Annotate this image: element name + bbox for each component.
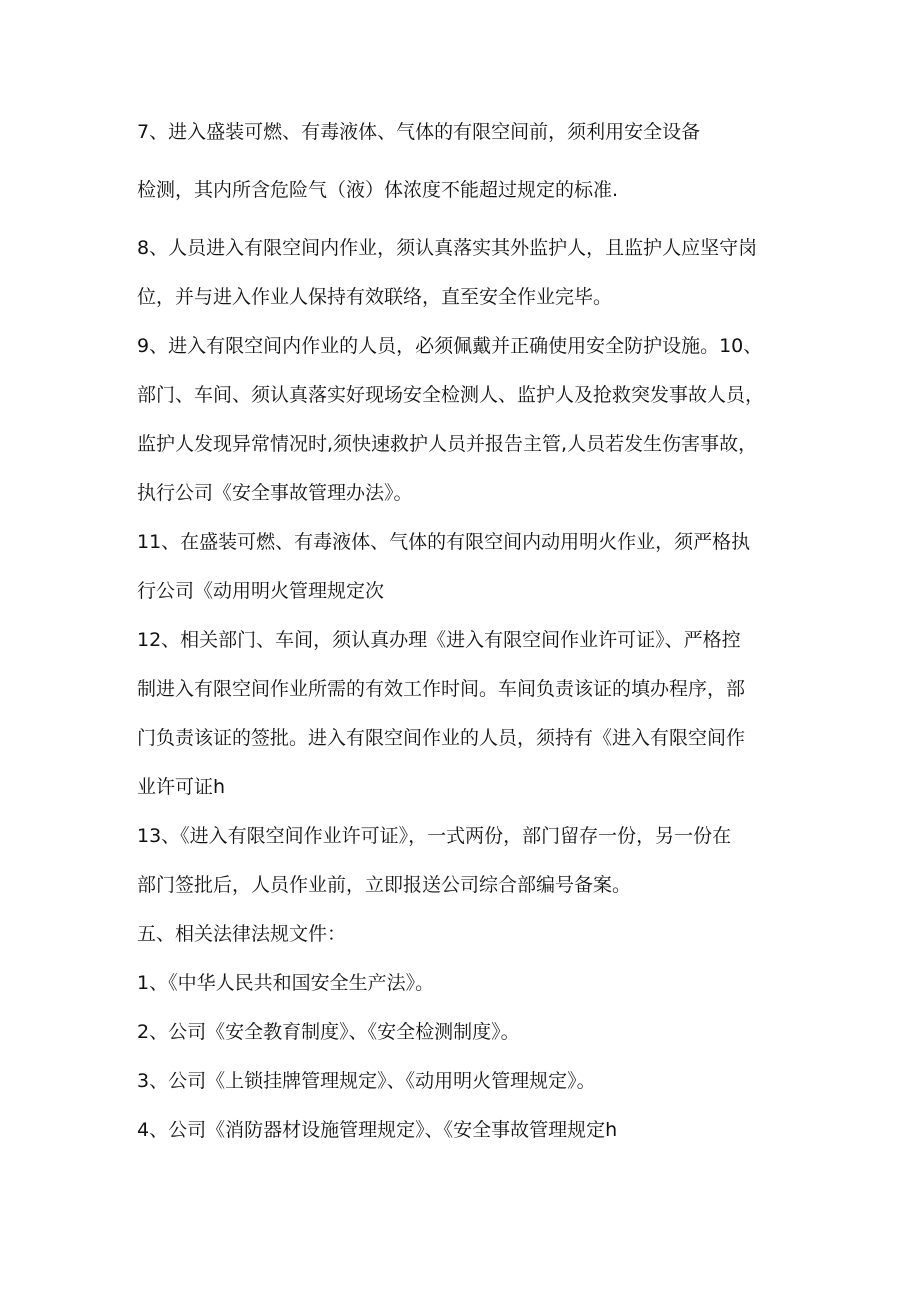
text-line: 11、在盛装可燃、有毒液体、气体的有限空间内动用明火作业，须严格执: [137, 531, 751, 553]
text-line: 行公司《动用明火管理规定次: [137, 580, 385, 602]
text-line: 4、公司《消防器材设施管理规定》、《安全事故管理规定h: [137, 1119, 618, 1141]
text-line: 3、公司《上锁挂牌管理规定》、《动用明火管理规定》。: [137, 1070, 596, 1092]
text-line: 7、进入盛装可燃、有毒液体、气体的有限空间前，须利用安全设备: [137, 121, 701, 143]
text-line: 检测，其内所含危险气（液）体浓度不能超过规定的标准.: [137, 179, 619, 201]
text-line: 13、《进入有限空间作业许可证》，一式两份，部门留存一份，另一份在: [137, 825, 732, 847]
text-line: 执行公司《安全事故管理办法》。: [137, 482, 413, 504]
text-line: 部门、车间、须认真落实好现场安全检测人、监护人及抢救突发事故人员，: [137, 384, 765, 406]
text-line: 业许可证h: [137, 776, 226, 798]
text-line: 监护人发现异常情况时,须快速救护人员并报告主管,人员若发生伤害事故，: [137, 433, 758, 455]
text-line: 12、相关部门、车间，须认真办理《进入有限空间作业许可证》、严格控: [137, 629, 741, 651]
text-line: 9、进入有限空间内作业的人员，必须佩戴并正确使用安全防护设施。10、: [137, 335, 763, 357]
text-line: 门负责该证的签批。进入有限空间作业的人员，须持有《进入有限空间作: [137, 727, 746, 749]
text-line: 2、公司《安全教育制度》、《安全检测制度》。: [137, 1021, 520, 1043]
section-heading: 五、相关法律法规文件：: [137, 923, 347, 945]
text-line: 1、《中华人民共和国安全生产法》。: [137, 972, 435, 994]
text-line: 制进入有限空间作业所需的有效工作时间。车间负责该证的填办程序，部: [137, 678, 746, 700]
text-line: 位，并与进入作业人保持有效联络，直至安全作业完毕。: [137, 286, 613, 308]
text-line: 部门签批后，人员作业前，立即报送公司综合部编号备案。: [137, 874, 632, 896]
text-line: 8、人员进入有限空间内作业，须认真落实其外监护人，且监护人应坚守岗: [137, 237, 758, 259]
